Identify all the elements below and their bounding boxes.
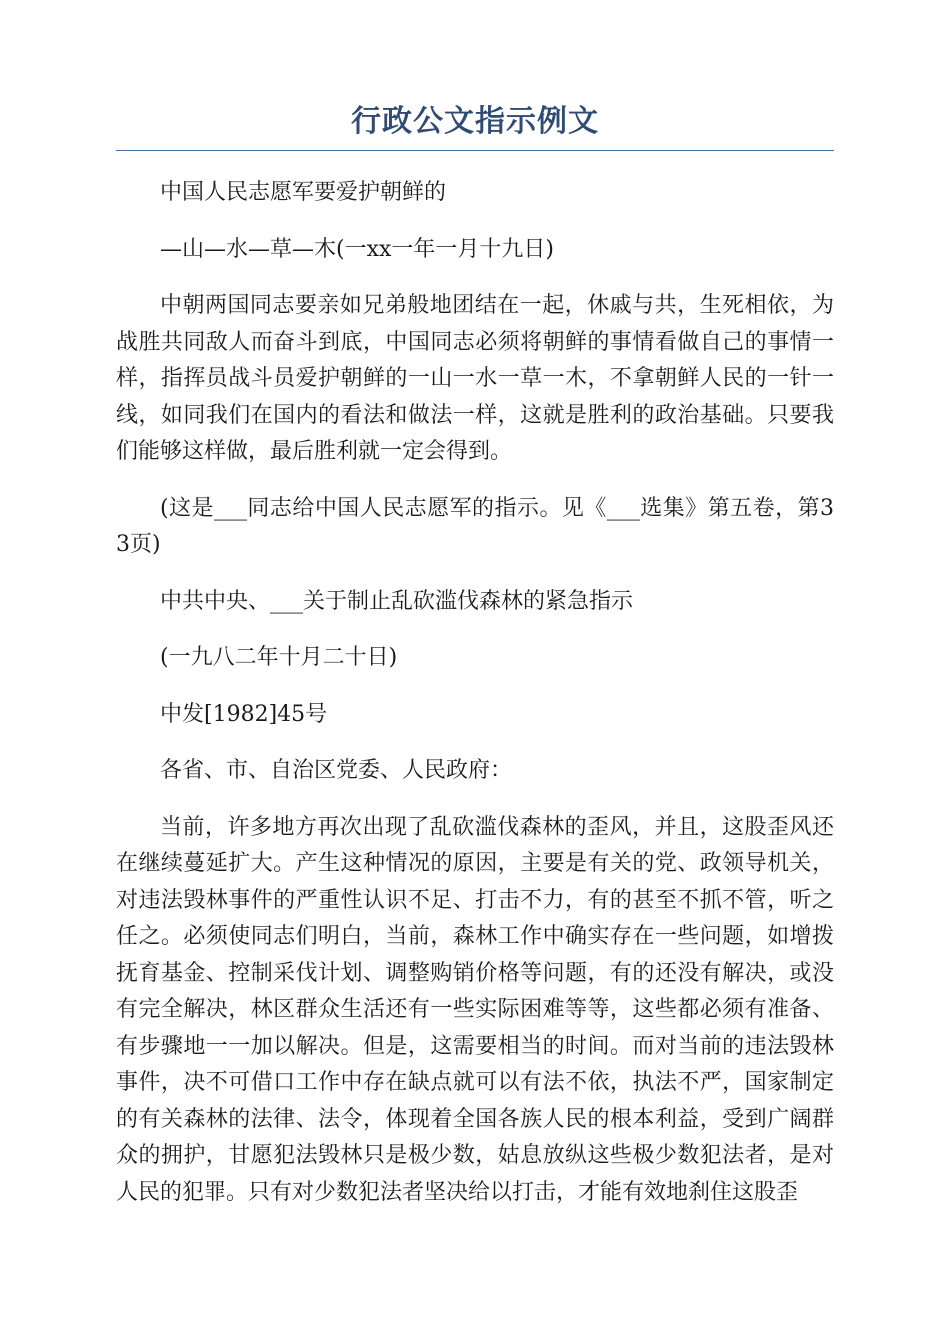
paragraph-source-note: (这是___同志给中国人民志愿军的指示。见《___选集》第五卷，第33页) [116, 495, 834, 557]
paragraph-body-friendship: 中朝两国同志要亲如兄弟般地团结在一起，休戚与共，生死相依，为战胜共同敌人而奋斗到底，中国同志必须将朝鲜的事情看做自己的事情一样，指挥员战斗员爱护朝鲜的一山一水一草一木，不拿朝鲜人民的一针一线，如同我们在国内的看法和做法一样，这就是胜利的政治基础。只要我们能够这样做，最后胜利就一定会得到。 [116, 293, 834, 464]
document-page [116, 100, 834, 1231]
paragraph-subtitle-date: —山—水—草—木(一xx一年一月十九日) [160, 236, 554, 262]
paragraph-heading-volunteer-army: 中国人民志愿军要爱护朝鲜的 [160, 180, 447, 205]
document-title: 行政公文指示例文 [351, 104, 599, 139]
paragraph-heading-forest-directive: 中共中央、___关于制止乱砍滥伐森林的紧急指示 [160, 588, 634, 614]
paragraph-document-number: 中发[1982]45号 [160, 701, 328, 727]
paragraph-body-forest: 当前，许多地方再次出现了乱砍滥伐森林的歪风，并且，这股歪风还在继续蔓延扩大。产生这种情况的原因，主要是有关的党、政领导机关，对违法毁林事件的严重性认识不足、打击不力，有的甚至不抓不管，听之任之。必须使同志们明白，当前，森林工作中确实存在一些问题，如增拨抚育基金、控制采伐计划、调整购销价格等问题，有的还没有解决，或没有完全解决，林区群众生活还有一些实际困难等等，这些都必须有准备、有步骤地一一加以解决。但是，这需要相当的时间。而对当前的违法毁林事件，决不可借口工作中存在缺点就可以有法不依，执法不严，国家制定的有关森林的法律、法令，体现着全国各族人民的根本利益，受到广阔群众的拥护，甘愿犯法毁林只是极少数，姑息放纵这些极少数犯法者，是对人民的犯罪。只有对少数犯法者坚决给以打击，才能有效地刹住这股歪 [116, 814, 834, 1205]
title-underline [116, 150, 834, 151]
paragraph-addressee: 各省、市、自治区党委、人民政府： [160, 758, 513, 783]
paragraph-directive-date: (一九八二年十月二十日) [160, 645, 398, 670]
